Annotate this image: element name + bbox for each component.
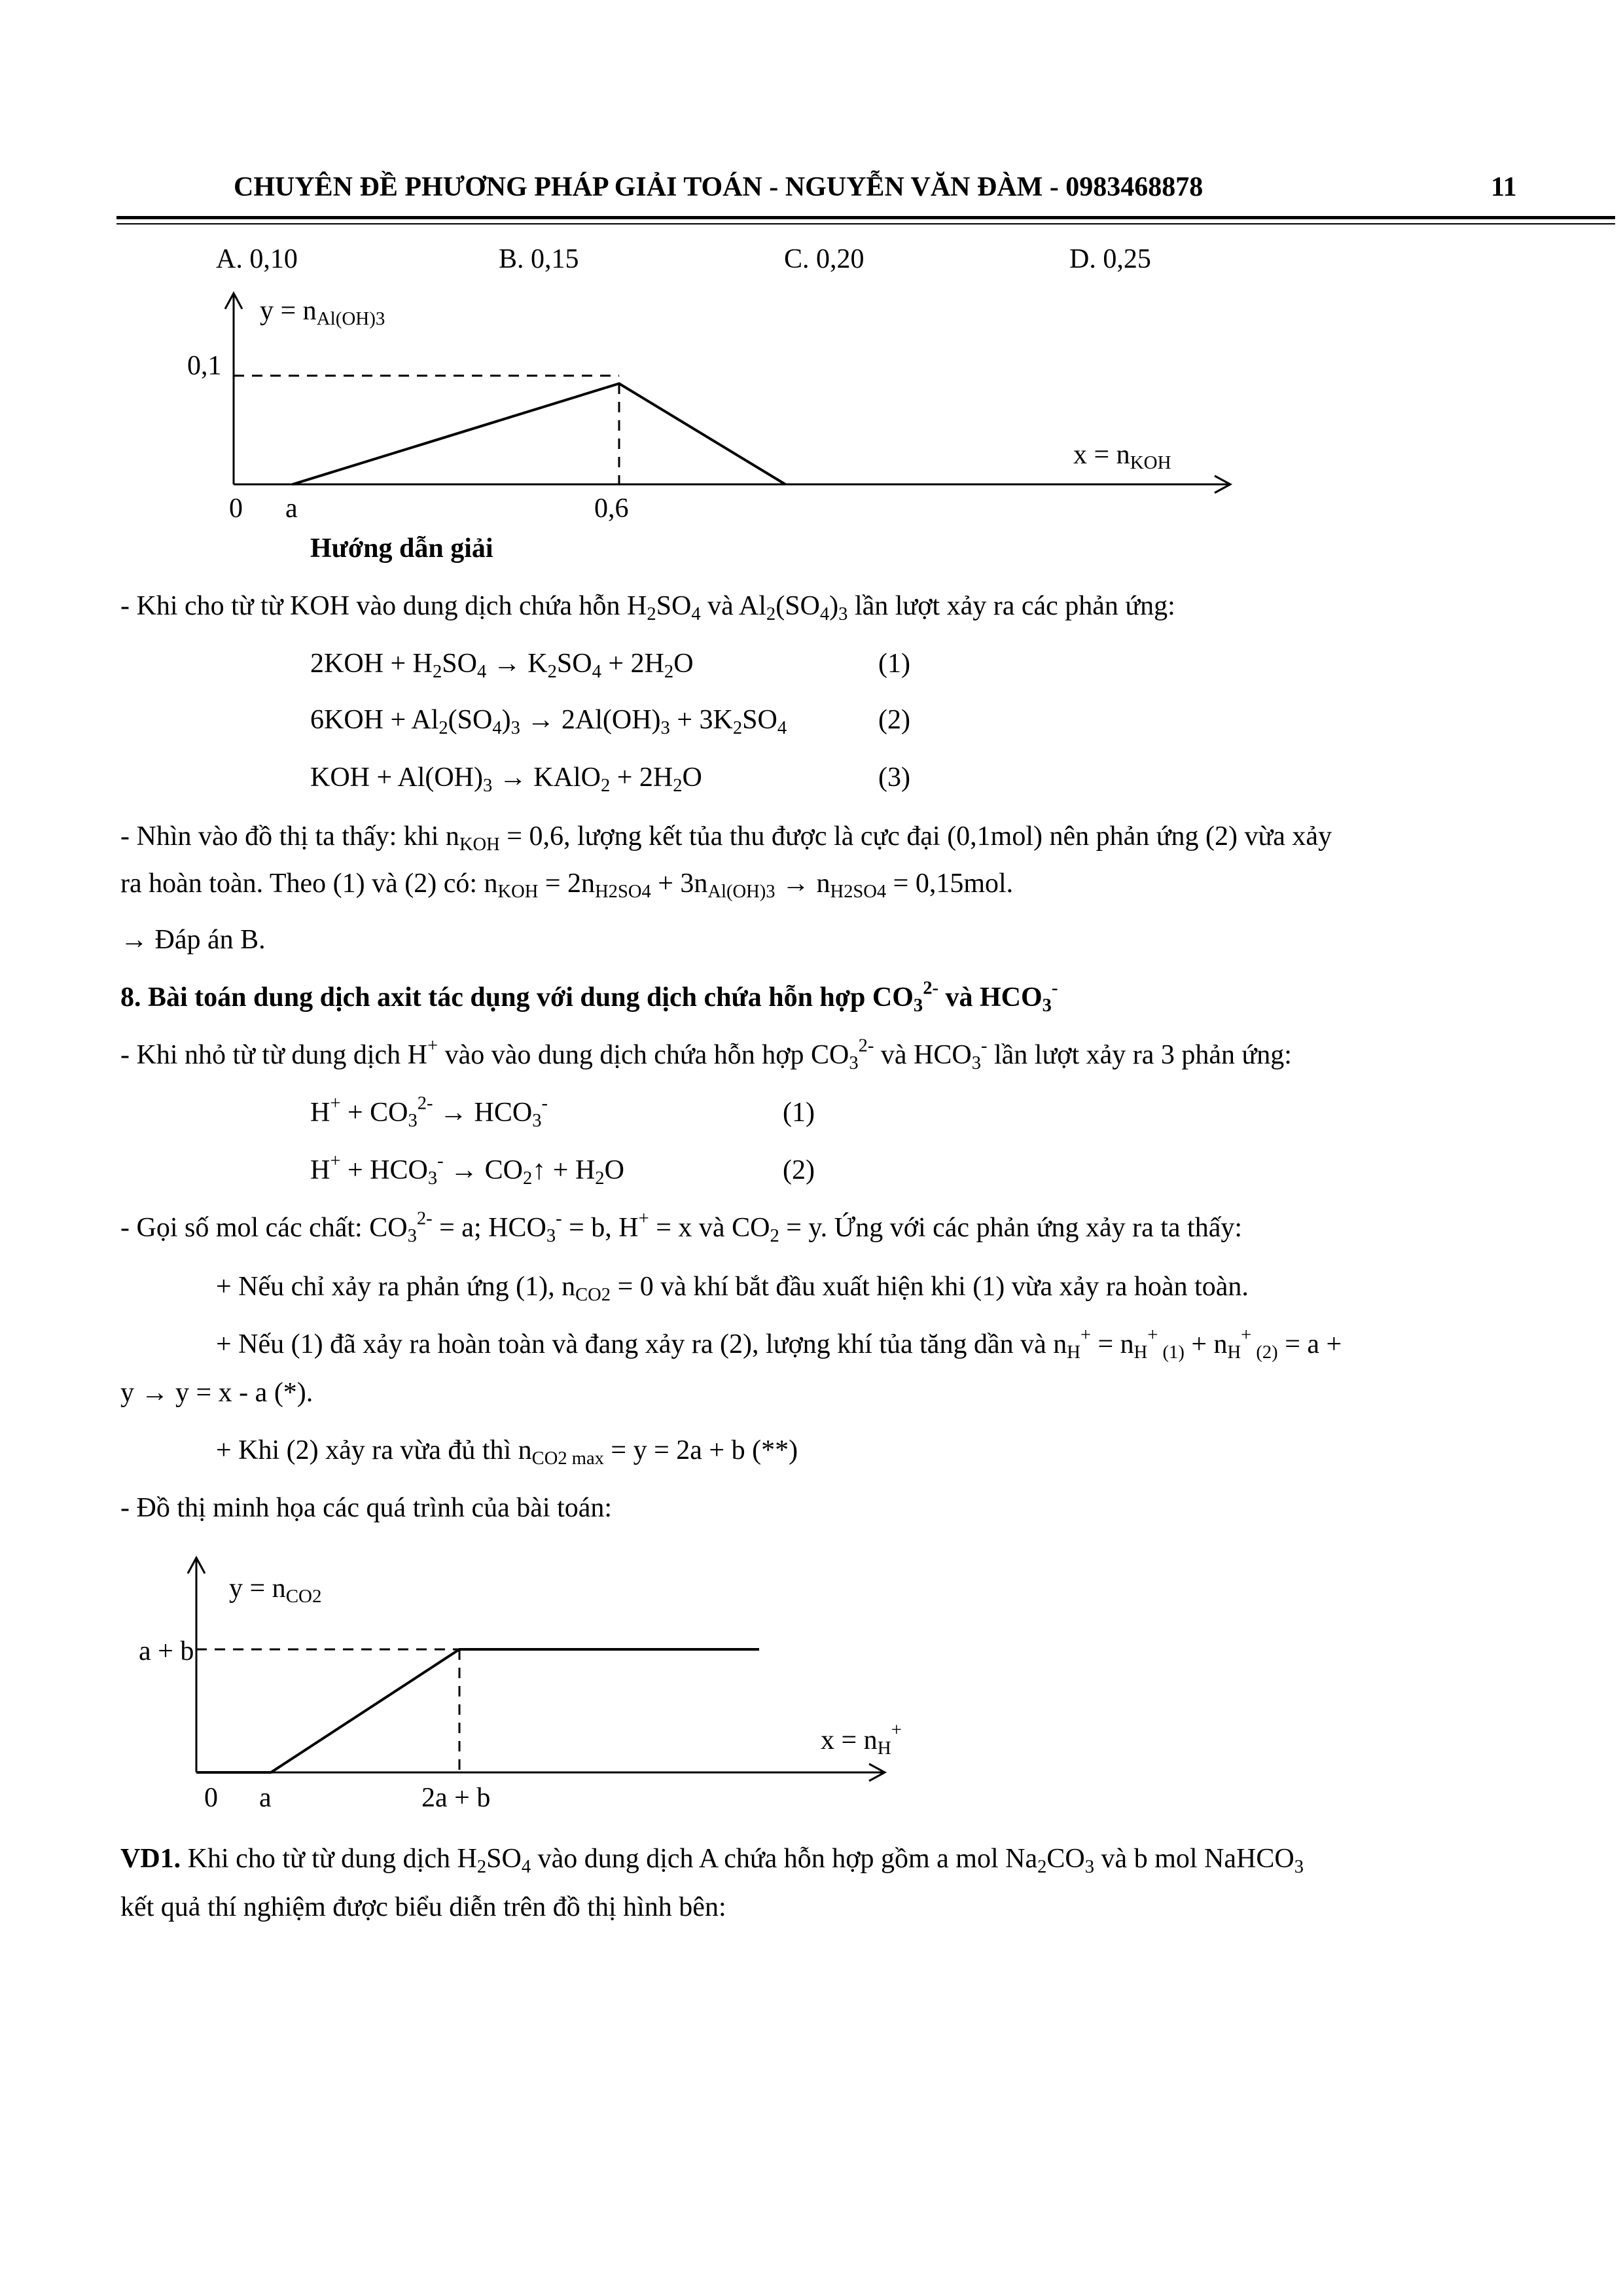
chart2-series-line — [196, 1649, 759, 1772]
equation-1: $2KOH + H_2SO_4 \to K_2SO_4 + 2H_2O$ — [310, 649, 694, 682]
chart1-x-label: x = nKOH — [1073, 440, 1171, 473]
example-vd1-line1: VD1. Khi cho từ từ dung dịch $H_2SO_4$ vào dung dịch A chứa hỗn hợp gồm a mol $Na_2CO_3$ và b mol NaHCO$_3$ — [120, 1844, 1304, 1877]
paragraph-case-2: + Nếu (1) đã xảy ra hoàn toàn và đang xảy ra (2), lượng khí tủa tăng dần và $n_H^+ = n_H^+$ $_{(1)} + n_H^+$ $_{(2)}$ = a + — [216, 1325, 1342, 1363]
page-number: 11 — [1491, 172, 1517, 202]
paragraph-case-2-line2: y → y = x - a (*). — [120, 1378, 313, 1408]
chart2-y-label: y = nCO2 — [229, 1573, 322, 1607]
reaction-1-number: (1) — [783, 1098, 815, 1128]
equation-3-number: (3) — [878, 762, 910, 793]
chart2-y-tick: a + b — [139, 1636, 194, 1666]
chart1-y-label: y = nAl(OH)3 — [260, 296, 385, 329]
equation-2: $6KOH + Al_2(SO_4)_3 \to 2Al(OH)_3 + 3K_2SO_4$ — [310, 705, 787, 738]
chart1-origin-label: 0 — [229, 493, 243, 524]
answer-option-d: D. 0,25 — [1069, 244, 1151, 274]
equation-2-number: (2) — [878, 705, 910, 735]
paragraph-case-1: + Nếu chỉ xảy ra phản ứng (1), $n_{CO2} = 0$ và khí bắt đầu xuất hiện khi (1) vừa xảy ra hoàn toàn. — [216, 1272, 1249, 1305]
page-header-title: CHUYÊN ĐỀ PHƯƠNG PHÁP GIẢI TOÁN - NGUYỄN VĂN ĐÀM - 0983468878 — [234, 172, 1204, 202]
chart2-origin-label: 0 — [204, 1783, 218, 1813]
guide-heading: Hướng dẫn giải — [310, 533, 493, 564]
equation-3: KOH + $Al(OH)_3$ → KAlO$_2$ + $2H_2O$ — [310, 762, 702, 796]
paragraph-analysis-line2: ra hoàn toàn. Theo (1) và (2) có: $n_{KOH} = 2n_{H2SO4} + 3n_{Al(OH)3} \to n_{H2SO4} = 0,15mol$. — [120, 869, 1014, 902]
paragraph-reactions-intro-2: - Khi nhỏ từ từ dung dịch H+ vào vào dung dịch chứa hỗn hợp $CO_3^{2-}$ và $HCO_3^-$ lần lượt xảy ra 3 phản ứng: — [120, 1035, 1292, 1073]
reaction-1: $H^+ + CO_3^{2-} \to HCO_3^-$ — [310, 1093, 548, 1131]
answer-option-b: B. 0,15 — [499, 244, 579, 274]
answer-line: → Đáp án B. — [120, 925, 266, 955]
chart1-x-tick-peak: 0,6 — [594, 493, 629, 524]
example-vd1-line2: kết quả thí nghiệm được biểu diễn trên đồ thị hình bên: — [120, 1892, 726, 1922]
paragraph-analysis-line1: - Nhìn vào đồ thị ta thấy: khi $n_{KOH} = 0,6$, lượng kết tủa thu được là cực đại (0,1mol) nên phản ứng (2) vừa xảy — [120, 821, 1332, 855]
chart1-y-tick: 0,1 — [187, 351, 222, 381]
chart1-x-tick-a: a — [285, 493, 298, 524]
chart2-x-tick-peak: 2a + b — [421, 1783, 491, 1813]
reaction-2: $H^+ + HCO_3^-$ → $CO_2↑ + H_2O$ — [310, 1151, 624, 1189]
paragraph-variables: - Gọi số mol các chất: $CO_3^{2-} = a$; $HCO_3^- = b$, H+ = x và $CO_2 = y$. Ứng với các phản ứng xảy ra ta thấy: — [120, 1208, 1243, 1246]
chart2-x-tick-a: a — [259, 1783, 272, 1813]
reaction-2-number: (2) — [783, 1155, 815, 1185]
equation-1-number: (1) — [878, 649, 910, 679]
paragraph-reactions-intro: - Khi cho từ từ KOH vào dung dịch chứa hỗn $H_2SO_4$ và $Al_2(SO_4)_3$ lần lượt xảy ra các phản ứng: — [120, 591, 1175, 624]
section-8-heading: 8. Bài toán dung dịch axit tác dụng với dung dịch chứa hỗn hợp $CO_3^{2-}$ và $HCO_3^-$ — [120, 978, 1058, 1016]
chart2-x-label: x = nH+ — [821, 1719, 902, 1759]
answer-option-a: A. 0,10 — [216, 244, 298, 274]
answer-option-c: C. 0,20 — [784, 244, 865, 274]
paragraph-graph-intro: - Đồ thị minh họa các quá trình của bài toán: — [120, 1493, 613, 1523]
paragraph-case-3: + Khi (2) xảy ra vừa đủ thì $n_{CO2 max} = y = 2a + b$ (**) — [216, 1435, 798, 1469]
